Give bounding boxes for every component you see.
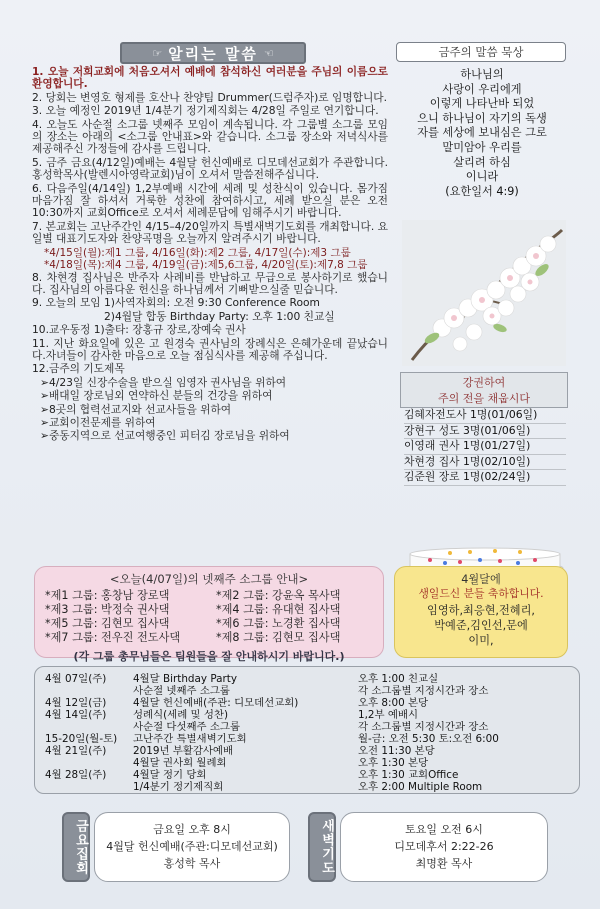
small-group-grid xyxy=(45,589,373,645)
prayer-item: ➢배대일 장로님외 연약하신 분들의 건강을 위하여 xyxy=(40,389,273,403)
schedule-time: 오후 1:30 교회Office xyxy=(358,769,459,781)
schedule-row xyxy=(45,697,569,709)
friday-service-label xyxy=(62,812,90,882)
schedule-date: 4월 12일(금) xyxy=(45,697,107,709)
schedule-date xyxy=(45,757,133,769)
schedule-time: 오후 1:30 본당 xyxy=(358,757,429,769)
verse-line: 으니 하나님이 자기의 독생 xyxy=(417,111,547,125)
outreach-row: 김혜자전도사 1명(01/06일) xyxy=(404,408,566,424)
dawn-schedule-line: *4/15일(월):제1 그룹, 4/16일(화):제2 그룹, 4/17일(수):제3 그룹 xyxy=(44,246,351,259)
announcement-item: 5. 금주 금요(4/12일)예배는 4월달 헌신예배로 디모데선교회가 주관합니다. 홍성학목사(발렌시아영락교회)님이 오셔서 말씀전해주십니다. xyxy=(32,155,388,182)
schedule-row xyxy=(45,757,569,769)
outreach-title-line: 강권하여 xyxy=(462,376,506,389)
verse-line: 말미암아 우리를 xyxy=(442,140,522,154)
schedule-event: 4월달 권사회 월례회 xyxy=(133,757,227,769)
announcements-title: 알리는 말씀 xyxy=(168,44,258,63)
announcement-item: 8. 차현경 집사님은 반주자 사례비를 반납하고 무급으로 봉사하기로 했습니다. 집사님의 아름다운 헌신을 하나님께서 기뻐받으실줄 믿습니다. xyxy=(32,270,388,296)
schedule-time: 월-금: 오전 5:30 토:오전 6:00 xyxy=(358,733,499,745)
outreach-list xyxy=(404,408,566,486)
outreach-title xyxy=(400,372,568,408)
event-schedule xyxy=(34,666,580,794)
dawn-label-text: 새벽기도 xyxy=(319,819,334,875)
announcement-item: 2)4월달 합동 Birthday Party: 오후 1:00 친교실 xyxy=(104,309,335,323)
outreach-row: 김준원 장로 1명(02/24일) xyxy=(404,470,566,486)
schedule-row xyxy=(45,733,569,745)
schedule-time: 1,2부 예배시 xyxy=(358,709,418,721)
announcement-item: 7. 본교회는 고난주간인 4/15–4/20일까지 특별새벽기도회를 개최합니다. 요일별 대표기도자와 찬양곡명을 오늘까지 알려주시기 바랍니다. xyxy=(32,219,388,246)
verse-line: 사랑이 우리에게 xyxy=(442,82,522,96)
verse-line: 자를 세상에 보내심은 그로 xyxy=(417,126,547,140)
small-group-entry: *제2 그룹: 강윤옥 목사댁 xyxy=(216,589,341,602)
schedule-event: 고난주간 특별새벽기도회 xyxy=(133,733,247,745)
schedule-row xyxy=(45,673,569,685)
birthday-box xyxy=(394,566,568,658)
schedule-row xyxy=(45,745,569,757)
prayer-item: ➢교회이전문제를 위하여 xyxy=(40,415,156,429)
schedule-event: 4월달 헌신예배(주관: 디모데선교회) xyxy=(133,697,299,709)
dawn-scripture: 디모데후서 2:22-26 xyxy=(394,840,494,853)
small-group-entry: *제5 그룹: 김현모 집사댁 xyxy=(45,617,170,630)
verse-line: 하나님의 xyxy=(460,68,504,81)
birthday-title: 4월달에 xyxy=(461,573,501,586)
small-group-entry: *제3 그룹: 박정숙 권사댁 xyxy=(45,603,170,616)
dawn-schedule-line: *4/18일(목):제4 그룹, 4/19일(금):제5,6그룹, 4/20일(토):제7,8 그룹 xyxy=(44,259,368,272)
announcement-item: 1. 오늘 저희교회에 처음오셔서 예배에 참석하신 여러분을 주님의 이름으로 환영합니다. xyxy=(32,65,388,91)
birthday-names xyxy=(401,603,561,648)
announcements-header xyxy=(120,42,306,64)
meditation-verse xyxy=(398,68,566,199)
friday-service-box xyxy=(94,812,290,882)
outreach-row: 차현경 집사 1명(02/10일) xyxy=(404,455,566,471)
schedule-time: 오후 1:00 친교실 xyxy=(358,673,439,685)
dawn-prayer-box xyxy=(340,812,548,882)
announcement-item: 9. 오늘의 모임 1)사역자회의: 오전 9:30 Conference Room xyxy=(32,296,320,310)
meditation-title: 금주의 말씀 묵상 xyxy=(396,42,566,62)
prayer-item: ➢중동지역으로 선교여행중인 피터김 장로님을 위하여 xyxy=(40,429,290,443)
announcement-item: 11. 지난 화요일에 있은 고 원경숙 권사님의 장례식은 은혜가운데 끝났습니다.자녀들이 감사한 마음으로 오늘 점심식사를 제공해 주십니다. xyxy=(32,336,388,362)
small-group-footer: (각 그룹 총무님들은 팀원들을 잘 안내하시기 바랍니다.) xyxy=(73,650,345,663)
schedule-row xyxy=(45,709,569,721)
birthday-subtitle: 생일드신 분들 축하합니다. xyxy=(418,587,544,600)
schedule-date xyxy=(45,721,133,733)
schedule-date: 15-20일(월-토) xyxy=(45,733,118,745)
announcement-item: 4. 오늘도 사순절 소그룹 넷째주 모임이 계속됩니다. 각 그룹별 소그룹 모임의 장소는 아래의 <소그룹 안내표>와 같습니다. 소그룹 장소와 저녁식사를 제공해주신 가정들에 감사를 드립니다. xyxy=(32,117,388,156)
verse-reference: (요한일서 4:9) xyxy=(445,184,519,198)
announcement-item: 10.교우동정 1)출타: 장홍규 장로,장예숙 권사 xyxy=(32,323,246,337)
dawn-prayer-schedule xyxy=(32,247,388,272)
schedule-date: 4월 28일(주) xyxy=(45,769,107,781)
schedule-time: 오후 2:00 Multiple Room xyxy=(358,781,483,793)
verse-line: 이렇게 나타난바 되었 xyxy=(429,97,535,111)
friday-time: 금요일 오후 8시 xyxy=(153,823,231,836)
schedule-event: 사순절 다섯째주 소그룹 xyxy=(133,721,240,733)
schedule-date: 4월 14일(주) xyxy=(45,709,107,721)
small-group-box xyxy=(34,566,384,663)
outreach-row: 이영래 권사 1명(01/27일) xyxy=(404,439,566,455)
verse-line: 살리려 하심 xyxy=(453,155,511,169)
pointing-hand-icon: ☞ xyxy=(152,46,163,60)
schedule-event: 성례식(세례 및 성찬) xyxy=(133,709,229,721)
prayer-item: ➢4/23일 신장수술을 받으실 임영자 권사님을 위하여 xyxy=(40,375,287,389)
small-group-entry: *제6 그룹: 노경환 집사댁 xyxy=(216,617,341,630)
outreach-title-line: 주의 전을 채웁시다 xyxy=(437,392,530,405)
announcement-item: 3. 오늘 예정인 2019년 1/4분기 정기제직회는 4/28일 주일로 연기합니다. xyxy=(32,104,379,118)
friday-speaker: 홍성학 목사 xyxy=(163,857,221,870)
announcement-item: 12.금주의 기도제목 xyxy=(32,362,125,376)
schedule-event: 사순절 넷째주 소그룹 xyxy=(133,685,230,697)
small-group-entry: *제7 그룹: 전우진 전도사댁 xyxy=(45,631,181,644)
announcement-list xyxy=(32,66,388,444)
dawn-time: 토요일 오전 6시 xyxy=(405,823,483,836)
pointing-hand-icon: ☜ xyxy=(263,46,274,60)
dawn-prayer-label xyxy=(308,812,336,882)
birthday-names-line: 박예준,김인선,문에 xyxy=(434,619,528,632)
verse-line: 이니라 xyxy=(465,170,499,184)
dawn-speaker: 최명환 목사 xyxy=(415,857,473,870)
schedule-event: 1/4분기 정기제직회 xyxy=(133,781,224,793)
friday-label-text: 금요집회 xyxy=(73,819,88,875)
schedule-row xyxy=(45,721,569,733)
small-group-title: <오늘(4/07일)의 넷째주 소그룹 안내> xyxy=(109,572,309,586)
schedule-event: 2019년 부활감사예배 xyxy=(133,745,234,757)
birthday-names-line: 이미, xyxy=(468,634,494,647)
prayer-item: ➢8곳의 협력선교지와 선교사들을 위하여 xyxy=(40,402,232,416)
schedule-row xyxy=(45,769,569,781)
blossom-image xyxy=(402,220,566,366)
schedule-event: 4월달 정기 당회 xyxy=(133,769,207,781)
friday-event: 4월달 헌신예배(주관:디모데선교회) xyxy=(106,840,278,853)
schedule-row xyxy=(45,781,569,793)
schedule-row xyxy=(45,685,569,697)
schedule-time: 각 소그룹별 지정시간과 장소 xyxy=(358,721,489,733)
schedule-date xyxy=(45,685,133,697)
schedule-time: 오후 8:00 본당 xyxy=(358,697,429,709)
small-group-entry: *제8 그룹: 김현모 집사댁 xyxy=(216,631,341,644)
small-group-entry: *제1 그룹: 홍창남 장로댁 xyxy=(45,589,170,602)
small-group-entry: *제4 그룹: 유대현 집사댁 xyxy=(216,603,341,616)
announcement-item: 2. 당회는 변영호 형제를 호산나 찬양팀 Drummer(드럼주자)로 임명합니다. xyxy=(32,90,388,104)
birthday-names-line: 임영하,최응현,전혜리, xyxy=(427,604,535,617)
schedule-date: 4월 07일(주) xyxy=(45,673,107,685)
schedule-time: 오전 11:30 본당 xyxy=(358,745,435,757)
schedule-time: 각 소그룹별 지정시간과 장소 xyxy=(358,685,489,697)
schedule-date: 4월 21일(주) xyxy=(45,745,107,757)
announcement-item: 6. 다음주일(4/14일) 1,2부예배 시간에 세례 및 성찬식이 있습니다. 몸가짐 마음가짐 잘 하셔서 거룩한 성찬에 참여하시고, 세례 받으실 분은 오전 10:30까지 교회Office로 오셔서 세례문답에 임해주시기 바랍니다. xyxy=(32,181,388,220)
schedule-date xyxy=(45,781,133,793)
outreach-row: 강현구 성도 3명(01/06일) xyxy=(404,424,566,440)
schedule-event: 4월달 Birthday Party xyxy=(133,673,238,685)
